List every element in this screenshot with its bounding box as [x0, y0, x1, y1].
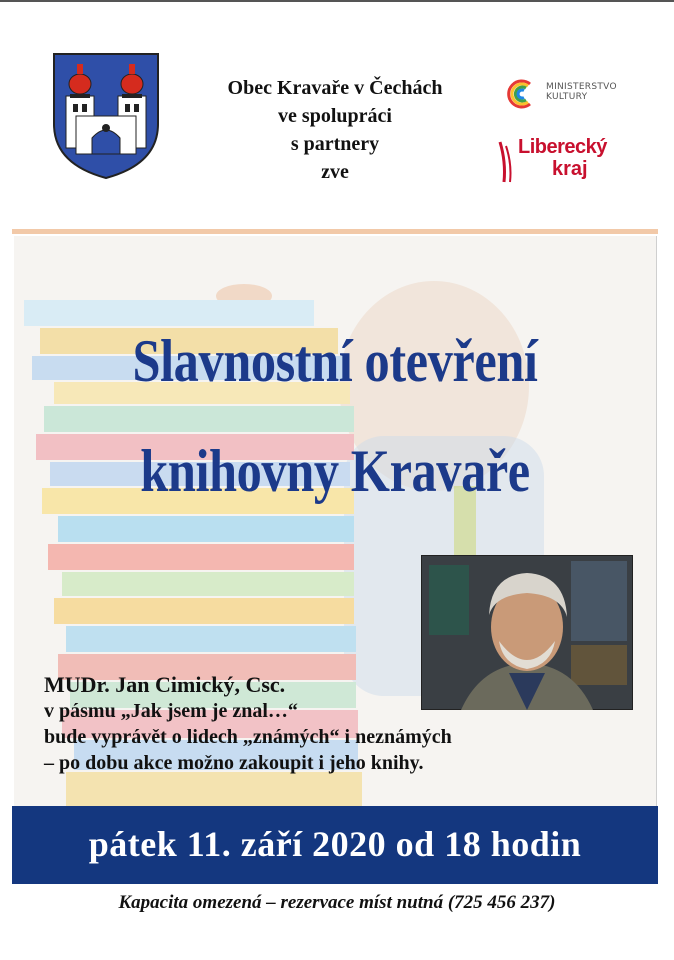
capacity-note: Kapacita omezená – rezervace míst nutná (725 456 237): [118, 892, 556, 913]
guest-name: MUDr. Jan Cimický, Csc.: [44, 672, 286, 697]
invitation-intro: [170, 74, 500, 186]
guest-line: – po dobu akce možno zakoupit i jeho knihy.: [44, 752, 424, 774]
region-logo-line2: kraj: [552, 158, 588, 180]
guest-line: v pásmu „Jak jsem je znal…“: [44, 700, 298, 722]
ministry-logo-line1: MINISTERSTVO: [546, 82, 617, 92]
intro-line: Obec Kravaře v Čechách: [227, 77, 443, 99]
coat-of-arms-icon: [52, 52, 160, 180]
ministry-logo-line2: KULTURY: [546, 92, 588, 102]
headline-line1: Slavnostní otevření: [132, 328, 538, 394]
intro-line: ve spolupráci: [278, 105, 392, 127]
intro-line: zve: [321, 161, 349, 183]
guest-description: [44, 672, 452, 776]
region-logo-line1: Liberecký: [518, 136, 607, 158]
event-date-time: pátek 11. září 2020 od 18 hodin: [88, 824, 582, 864]
top-rule: [0, 0, 674, 2]
ministry-of-culture-logo: [504, 76, 634, 112]
liberec-region-logo: [496, 136, 626, 186]
ministry-logo-mark-icon: [504, 76, 540, 112]
divider-bar: [12, 229, 658, 234]
headline-line2: knihovny Kravaře: [140, 438, 530, 504]
intro-line: s partnery: [290, 133, 380, 155]
guest-portrait-photo: [421, 555, 633, 710]
date-banner: [12, 806, 658, 884]
guest-line: bude vyprávět o lidech „známých“ i neznámých: [44, 726, 452, 748]
